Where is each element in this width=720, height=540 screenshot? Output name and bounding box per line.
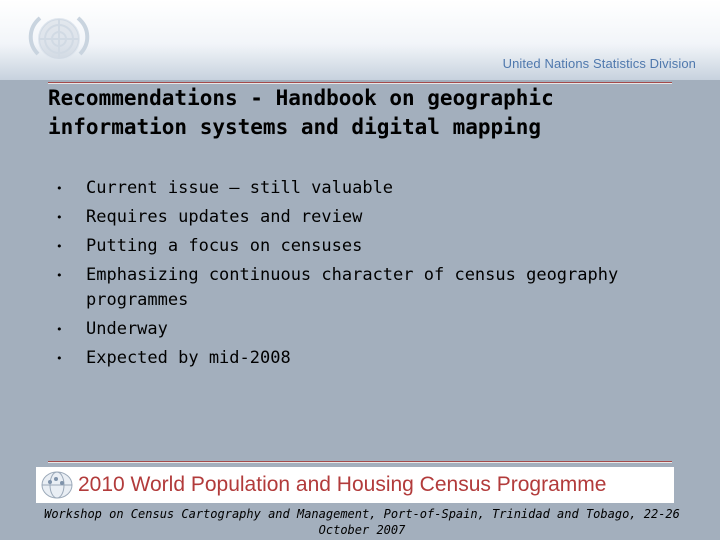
footer-text: Workshop on Census Cartography and Management, Port-of-Spain, Trinidad and Tobago, 22-26 October 2007 bbox=[44, 507, 680, 537]
bullet-icon: • bbox=[56, 352, 63, 365]
bullet-icon: • bbox=[56, 182, 63, 195]
banner-title: 2010 World Population and Housing Census Programme bbox=[78, 473, 607, 496]
bullet-icon: • bbox=[56, 211, 63, 224]
bullet-text: Emphasizing continuous character of census geography programmes bbox=[86, 265, 619, 310]
bullet-text: Requires updates and review bbox=[86, 207, 363, 227]
bullet-item bbox=[56, 176, 656, 201]
bullet-icon: • bbox=[56, 323, 63, 336]
bullet-icon: • bbox=[56, 269, 63, 282]
bullet-text: Expected by mid-2008 bbox=[86, 348, 291, 368]
un-emblem-icon bbox=[20, 8, 98, 74]
bullet-item bbox=[56, 205, 656, 230]
header-band bbox=[0, 0, 720, 80]
bullet-text: Current issue – still valuable bbox=[86, 178, 394, 198]
bullet-icon: • bbox=[56, 240, 63, 253]
census-programme-banner bbox=[36, 467, 674, 503]
org-name: United Nations Statistics Division bbox=[502, 56, 696, 71]
bullet-text: Underway bbox=[86, 319, 168, 339]
bullet-item bbox=[56, 234, 656, 259]
bullet-text: Putting a focus on censuses bbox=[86, 236, 363, 256]
bottom-divider bbox=[48, 461, 672, 463]
bullet-item bbox=[56, 346, 656, 371]
slide-title: Recommendations - Handbook on geographic information systems and digital mapping bbox=[48, 86, 554, 139]
bullet-list bbox=[56, 176, 656, 375]
bullet-item bbox=[56, 263, 656, 313]
globe-logo-icon bbox=[40, 470, 74, 500]
bullet-item bbox=[56, 317, 656, 342]
